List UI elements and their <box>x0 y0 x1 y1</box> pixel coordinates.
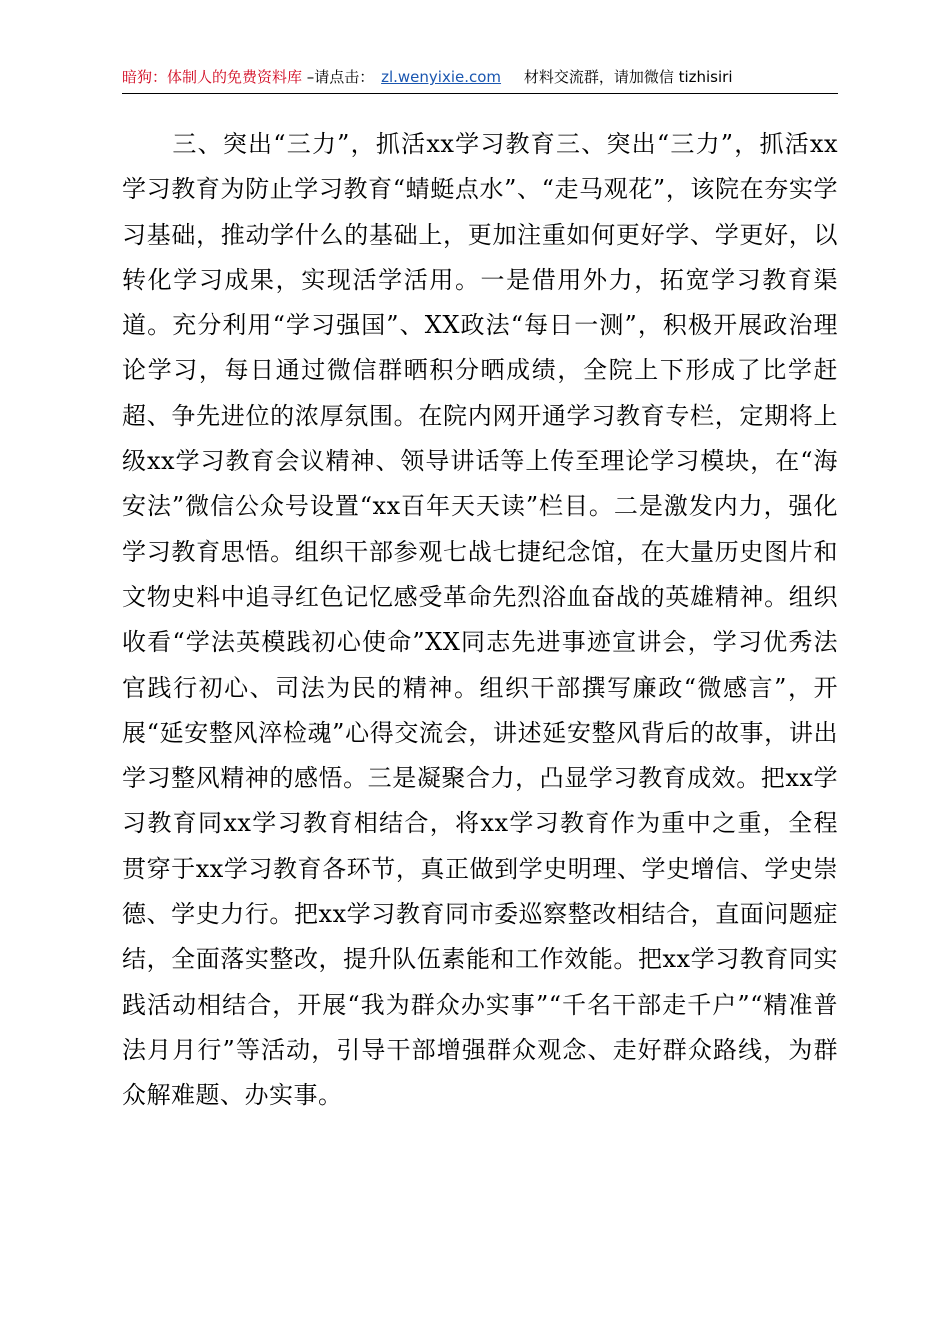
header-contact-text: 材料交流群，请加微信 tizhisiri <box>523 68 733 86</box>
header-website-link[interactable]: zl.wenyixie.com <box>381 68 502 86</box>
header-divider <box>122 93 838 94</box>
page-header <box>122 62 838 92</box>
header-brand-text: 暗狗：体制人的免费资料库 <box>122 68 303 86</box>
header-link-prompt: –请点击： <box>306 68 375 86</box>
body-paragraph: 三、突出“三力”，抓活xx学习教育三、突出“三力”，抓活xx学习教育为防止学习教育“蜻蜓点水”、“走马观花”，该院在夯实学习基础，推动学什么的基础上，更加注重如何更好学、学更好，以转化学习成果，实现活学活用。一是借用外力，拓宽学习教育渠道。充分利用“学习强国”、XX政法“每日一测”，积极开展政治理论学习，每日通过微信群晒积分晒成绩，全院上下形成了比学赶超、争先进位的浓厚氛围。在院内网开通学习教育专栏，定期将上级xx学习教育会议精神、领导讲话等上传至理论学习模块，在“海安法”微信公众号设置“xx百年天天读”栏目。二是激发内力，强化学习教育思悟。组织干部参观七战七捷纪念馆，在大量历史图片和文物史料中追寻红色记忆感受革命先烈浴血奋战的英雄精神。组织收看“学法英模践初心使命”XX同志先进事迹宣讲会，学习优秀法官践行初心、司法为民的精神。组织干部撰写廉政“微感言”，开展“延安整风淬检魂”心得交流会，讲述延安整风背后的故事，讲出学习整风精神的感悟。三是凝聚合力，凸显学习教育成效。把xx学习教育同xx学习教育相结合，将xx学习教育作为重中之重，全程贯穿于xx学习教育各环节，真正做到学史明理、学史增信、学史崇德、学史力行。把xx学习教育同市委巡察整改相结合，直面问题症结，全面落实整改，提升队伍素能和工作效能。把xx学习教育同实践活动相结合，开展“我为群众办实事”“千名干部走千户”“精准普法月月行”等活动，引导干部增强群众观念、走好群众路线，为群众解难题、办实事。 <box>122 130 838 1110</box>
